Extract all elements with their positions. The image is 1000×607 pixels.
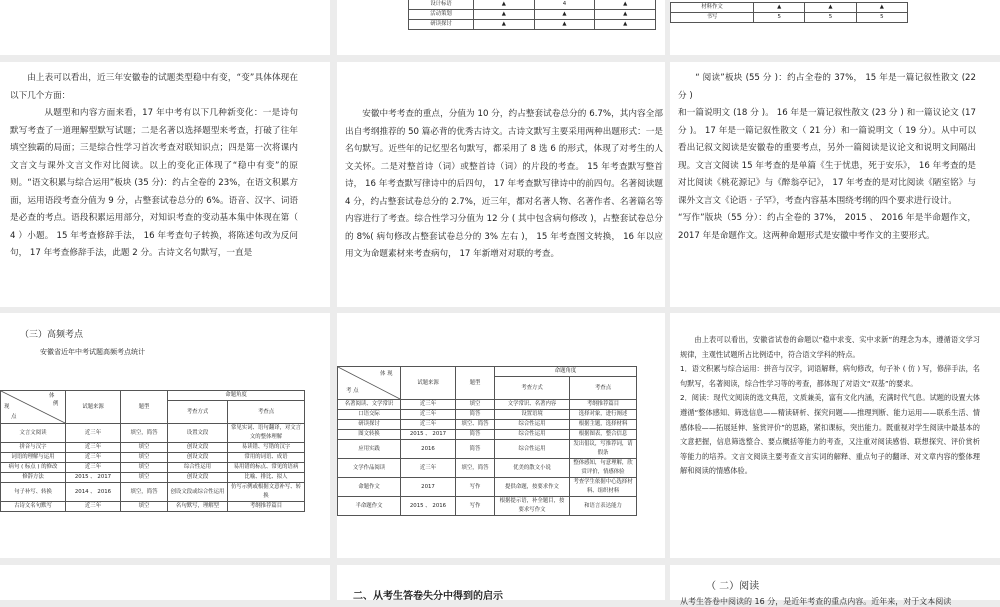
section-heading: 二、从考生答卷失分中得到的启示 bbox=[353, 591, 503, 602]
table-row: 古诗文名句默写 近三年 填空 名句默写，理解型 考纲推荐篇目 bbox=[1, 502, 305, 512]
col-header-angle: 命题角度 bbox=[168, 391, 305, 401]
col-header-point: 考查点 bbox=[228, 401, 305, 424]
table-row: 研读探讨 近三年 填空、简答 综合性运用 根据主题，选择材料 bbox=[338, 420, 637, 430]
r2-middle-text bbox=[345, 106, 663, 264]
col-header-point: 考查点 bbox=[570, 377, 637, 400]
paragraph: 安徽中考考查的重点，分值为 10 分，约占整套试卷总分的 6.7%，其内容全部出自考纲推荐的 50 篇必背的优秀古诗文。古诗文默写主要采用两种出题形式：一是名句默写。近些年的记忆型名句默写，都采用了 8 选 6 的形式，体现了对考生的人文关怀。二是对整首诗（词）或整首诗（词）的片段的考查。 15 年考查默写整首诗， 16 年考查默写律诗中的后四句， 17 年考查默写律诗中的前四句。名著阅读题 4 分，约占整套试卷总分的 2.7%，近三年，都对名著人物、名著作者、名著篇名等内容进行了考查。综合性学习分值为 12 分 ( 其中包含病句修改 )，占整套试卷总分的 8%( 病句修改占整套试卷总分的 3% 左右 )， 15 年考查图文转换， 16 年以应用文为命题素材来考查病句， 17 年新增对对联的考查。 bbox=[345, 109, 663, 259]
col-header-source: 试题来源 bbox=[401, 367, 456, 400]
paragraph: 2．阅读：现代文阅读的选文典范，文质兼美，富有文化内涵，充满时代气息。试题的设置大体遵循“整体感知、筛选信息——精读研析、探究问题——推理判断、能力运用——联系生活、情感体验——拓展延伸、鉴赏评价”的思路，紧扣课标，突出能力。既重视对学生阅读中最基本的文意把握，信息筛选整合、要点概括等能力的考查，又注重对阅读感悟、联想探究、评价赏析等能力的培养。文言文阅读主要考查文言实词的解释、重点句子的翻译、对文章内容的整体理解和阅读的情感体验。 bbox=[680, 393, 980, 476]
high-frequency-table-left bbox=[0, 390, 305, 512]
table-corner-header: 体 现 考 点 bbox=[338, 367, 401, 400]
paragraph: 1．语文积累与综合运用：拼音与汉字，词语解释，病句修改，句子补 ( 仿 ) 写，修辞手法，名句默写，名著阅读，综合性学习等的考查，都体现了对语文“双基”的要求。 bbox=[680, 364, 980, 388]
table-row: 文言文阅读 近三年 填空，简答 设置文段 常见实词、语句翻译，对文言文的整体理解 bbox=[1, 424, 305, 443]
table-caption: 安徽省近年中考试题高频考点统计 bbox=[40, 348, 145, 356]
col-header-angle: 命题角度 bbox=[495, 367, 637, 377]
col-header-method: 考查方式 bbox=[495, 377, 570, 400]
section-heading: （ 二）阅读 bbox=[706, 581, 760, 592]
table-corner-header: 体 例 现 点 bbox=[1, 391, 66, 424]
section-title: （三）高频考点 bbox=[20, 330, 84, 340]
page-r3-left bbox=[0, 313, 330, 558]
table-row: 设计标语 ▲ 4 ▲ bbox=[409, 0, 656, 10]
table-row: 拼音与汉字 近三年 填空 创设文段 易读错、写错的汉字 bbox=[1, 443, 305, 453]
table-row: 词语的理解与运用 近三年 填空 创设文段 常用的词语、成语 bbox=[1, 453, 305, 463]
paragraph: “ 阅读”板块 (55 分 )：约占全卷的 37%， 15 年是一篇记叙性散文 (22 分 ) bbox=[678, 73, 976, 101]
table-row: 书写 5 5 5 bbox=[671, 13, 908, 23]
paragraph: 从考生答卷中阅读的 16 分，是近年考查的重点内容。近年来，对于文本阅读 bbox=[680, 597, 952, 606]
table-row: 口语交际 近三年 简答 设置语境 选择对象，进行阐述 bbox=[338, 410, 637, 420]
r1-right-table bbox=[670, 2, 908, 23]
paragraph: 和一篇说明文 (18 分 )。 16 年是一篇记叙性散文 (23 分 ) 和一篇议论文 (17 分 )。 17 年是一篇记叙性散文（ 21 分）和一篇说明文（ 19 分）。从中可以看出记叙文阅读是安徽卷的重要考点，另外一篇阅读是议论文和说明文间隔出现。文言文阅读 15 年考查的是单篇《生于忧患，死于安乐》， 16 年考查的是对比阅读《桃花源记》与《醉翁亭记》， 17 年考查的是对比阅读《陋室铭》与课外文言文《论语 · 子罕》，考查内容基本围绕考纲的四个要求进行设计。 bbox=[678, 108, 976, 206]
paragraph: 从题型和内容方面来看，17 年中考有以下几种新变化：一是诗句默写考查了一道理解型默写试题；二是名著以选择题型来考查，打破了往年填空独霸的局面；三是综合性学习首次考查对联知识点；四是第一次将课内文言文与课外文言文作对比阅读。以上的变化正体现了“稳中有变”的原则。“语文积累与综合运用”板块 (35 分)：约占全卷的 23%，在语文积累方面，运用语段考查分值为 9 分，占整套试卷总分的 6%。语音、汉字、词语是必查的考点。语段积累运用部分，对知识考查的变动基本集中体现在第（ 4 ）小题。 15 年考查修辞手法， 16 年考查句子转换，将陈述句改为反问句， 17 年考查修辞手法，此题 2 分。古诗文名句默写，一直是 bbox=[10, 108, 298, 258]
col-header-source: 试题来源 bbox=[66, 391, 121, 424]
page-r2-right bbox=[670, 62, 1000, 307]
page-r3-right bbox=[670, 313, 1000, 558]
col-header-method: 考查方式 bbox=[168, 401, 228, 424]
table-row: 文学作品阅读 近三年 填空，简答 优美的散文小说 整体感知，句意理解，欣赏评价，情感体验 bbox=[338, 459, 637, 478]
table-row: 句子补写、转换 2014 、 2016 填空，简答 创设文段或综合性运用 仿写示例或根据文意补写、转换 bbox=[1, 483, 305, 502]
page-r4-middle bbox=[337, 565, 665, 600]
page-r1-right bbox=[670, 0, 1000, 55]
r3-right-text bbox=[680, 333, 980, 479]
page-r1-left bbox=[0, 0, 330, 55]
r1-middle-table bbox=[408, 0, 656, 30]
high-frequency-table-middle bbox=[337, 366, 637, 516]
table-row: 修辞方法 2015 、 2017 填空 创设文段 比喻、排比、拟人 bbox=[1, 473, 305, 483]
page-r4-right bbox=[670, 565, 1000, 606]
r2-right-text bbox=[678, 70, 976, 245]
page-r2-left bbox=[0, 62, 330, 307]
page-r1-middle bbox=[337, 0, 665, 55]
table-row: 命题作文 2017 写作 提供命题，按要求作文 考查学生依据中心选择材料、组织材料 bbox=[338, 478, 637, 497]
r2-left-text bbox=[10, 70, 298, 263]
table-row: 活动策划 ▲ ▲ ▲ bbox=[409, 10, 656, 20]
paragraph: 由上表可以看出，安徽省试卷的命题以“稳中求变、实中求新”的理念为本，遵循语文学习规律，主观性试题所占比例适中，符合语文学科的特点。 bbox=[680, 335, 980, 359]
table-row: 病句 ( 标点 ) 的修改 近三年 填空 综合性运用 易用错的标点、常见的语病 bbox=[1, 463, 305, 473]
col-header-type: 题型 bbox=[121, 391, 168, 424]
table-row: 研读探讨 ▲ ▲ ▲ bbox=[409, 20, 656, 30]
table-row: 半命题作文 2015 、 2016 写作 根据提示语，补全题目，按要求写作文 和语言表达能力 bbox=[338, 497, 637, 516]
page-r2-middle bbox=[337, 62, 665, 307]
page-r3-middle bbox=[337, 313, 665, 558]
paragraph: “写作”版块（55 分）：约占全卷的 37%， 2015 、 2016 年是半命题作文， 2017 年是命题作文。这两种命题形式是安徽中考作文的主要形式。 bbox=[678, 213, 976, 241]
table-row: 图文转换 2015 、 2017 简答 综合性运用 根据图表，整合信息 bbox=[338, 430, 637, 440]
col-header-type: 题型 bbox=[456, 367, 495, 400]
table-row: 应用实践 2016 简答 综合性运用 发出倡议，写推荐词，请假条 bbox=[338, 440, 637, 459]
page-r4-left bbox=[0, 565, 330, 600]
table-row: 材料作文 ▲ ▲ ▲ bbox=[671, 3, 908, 13]
table-row: 名著阅读、文学常识 近三年 填空 文学常识、名著内容 考纲推荐篇目 bbox=[338, 400, 637, 410]
paragraph: 由上表可以看出，近三年安徽卷的试题类型稳中有变，“变”具体体现在以下几个方面： bbox=[10, 73, 298, 101]
